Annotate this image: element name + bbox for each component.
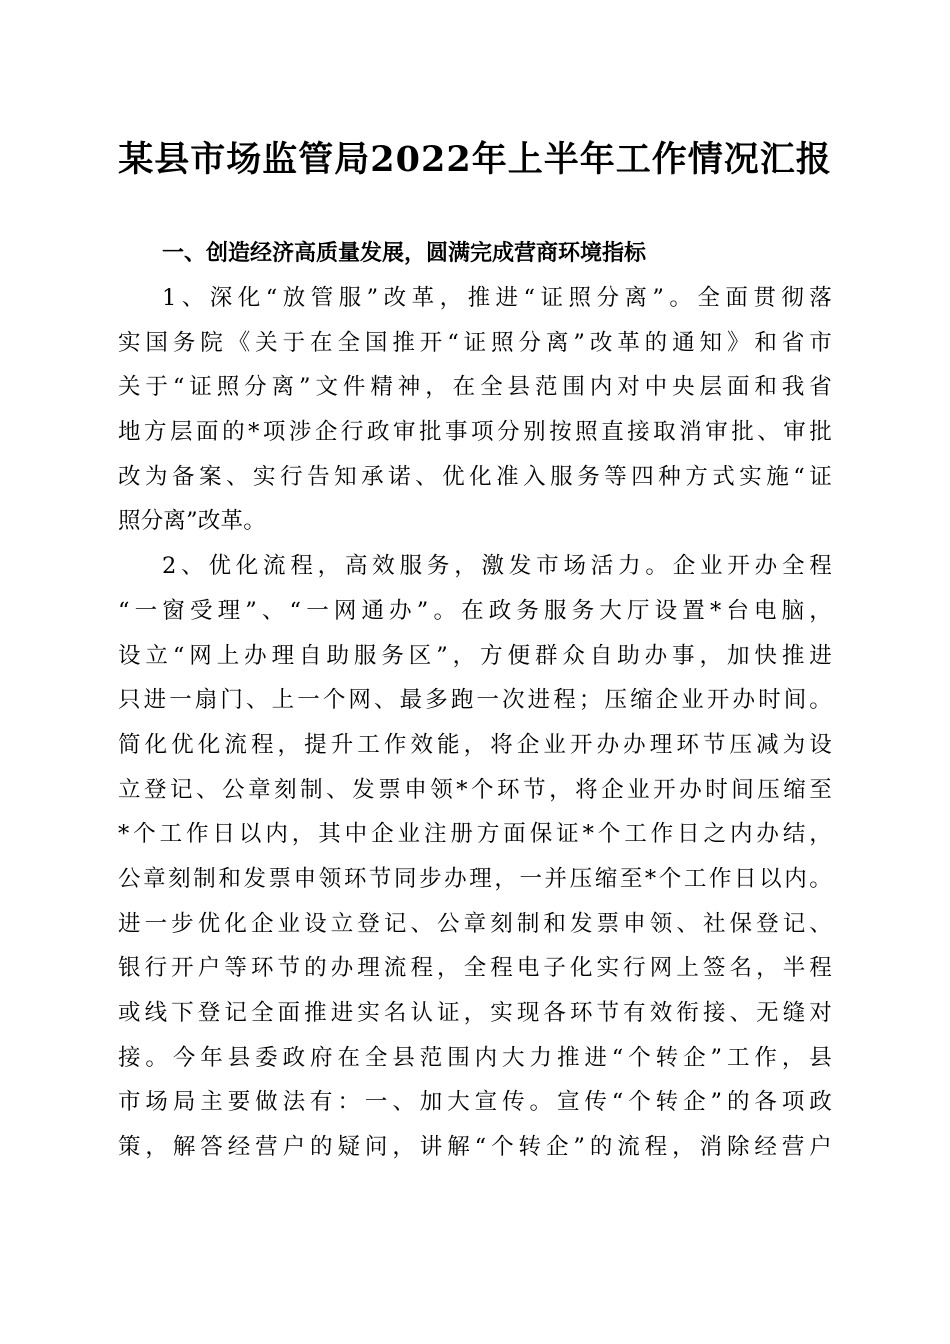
paragraph-line: 或线下登记全面推进实名认证，实现各环节有效衔接、无缝对	[118, 1000, 832, 1026]
paragraph-line: 策，解答经营户的疑问，讲解“个转企”的流程，消除经营户	[118, 1134, 832, 1161]
paragraph-line: *个工作日以内，其中企业注册方面保证*个工作日之内办结，	[118, 821, 832, 848]
paragraph-line: 实国务院《关于在全国推开“证照分离”改革的通知》和省市	[118, 329, 832, 356]
paragraph-line: “一窗受理”、“一网通办”。在政务服务大厅设置*台电脑，	[118, 597, 832, 624]
paragraph-line: 银行开户等环节的办理流程，全程电子化实行网上签名，半程	[118, 955, 832, 982]
paragraph-line: 设立“网上办理自助服务区”，方便群众自助办事，加快推进	[118, 642, 832, 669]
paragraph-line: 市场局主要做法有：一、加大宣传。宣传“个转企”的各项政	[118, 1089, 832, 1116]
paragraph-line: 接。今年县委政府在全县范围内大力推进“个转企”工作，县	[118, 1044, 832, 1071]
paragraph-line: 只进一扇门、上一个网、最多跑一次进程；压缩企业开办时间。	[118, 687, 832, 714]
paragraph-line: 地方层面的*项涉企行政审批事项分别按照直接取消审批、审批	[118, 419, 832, 446]
paragraph-line: 1、深化“放管服”改革，推进“证照分离”。全面贯彻落	[162, 285, 832, 311]
paragraph-line: 立登记、公章刻制、发票申领*个环节，将企业开办时间压缩至	[118, 776, 832, 803]
paragraph-line: 简化优化流程，提升工作效能，将企业开办办理环节压减为设	[118, 731, 832, 758]
paragraph-line: 进一步优化企业设立登记、公章刻制和发票申领、社保登记、	[118, 910, 832, 937]
paragraph-line: 改为备案、实行告知承诺、优化准入服务等四种方式实施“证	[118, 463, 832, 490]
paragraph-line: 公章刻制和发票申领环节同步办理，一并压缩至*个工作日以内。	[118, 865, 832, 892]
paragraph-line: 照分离”改革。	[118, 508, 266, 535]
document-body	[118, 232, 832, 1170]
section-heading: 一、创造经济高质量发展，圆满完成营商环境指标	[162, 241, 647, 266]
paragraph-line: 关于“证照分离”文件精神，在全县范围内对中央层面和我省	[118, 374, 832, 401]
paragraph-2	[118, 544, 832, 1170]
paragraph-line: 2、优化流程，高效服务，激发市场活力。企业开办全程	[162, 553, 832, 580]
paragraph-1	[118, 276, 832, 544]
document-title: 某县市场监管局2022年上半年工作情况汇报	[118, 139, 832, 180]
